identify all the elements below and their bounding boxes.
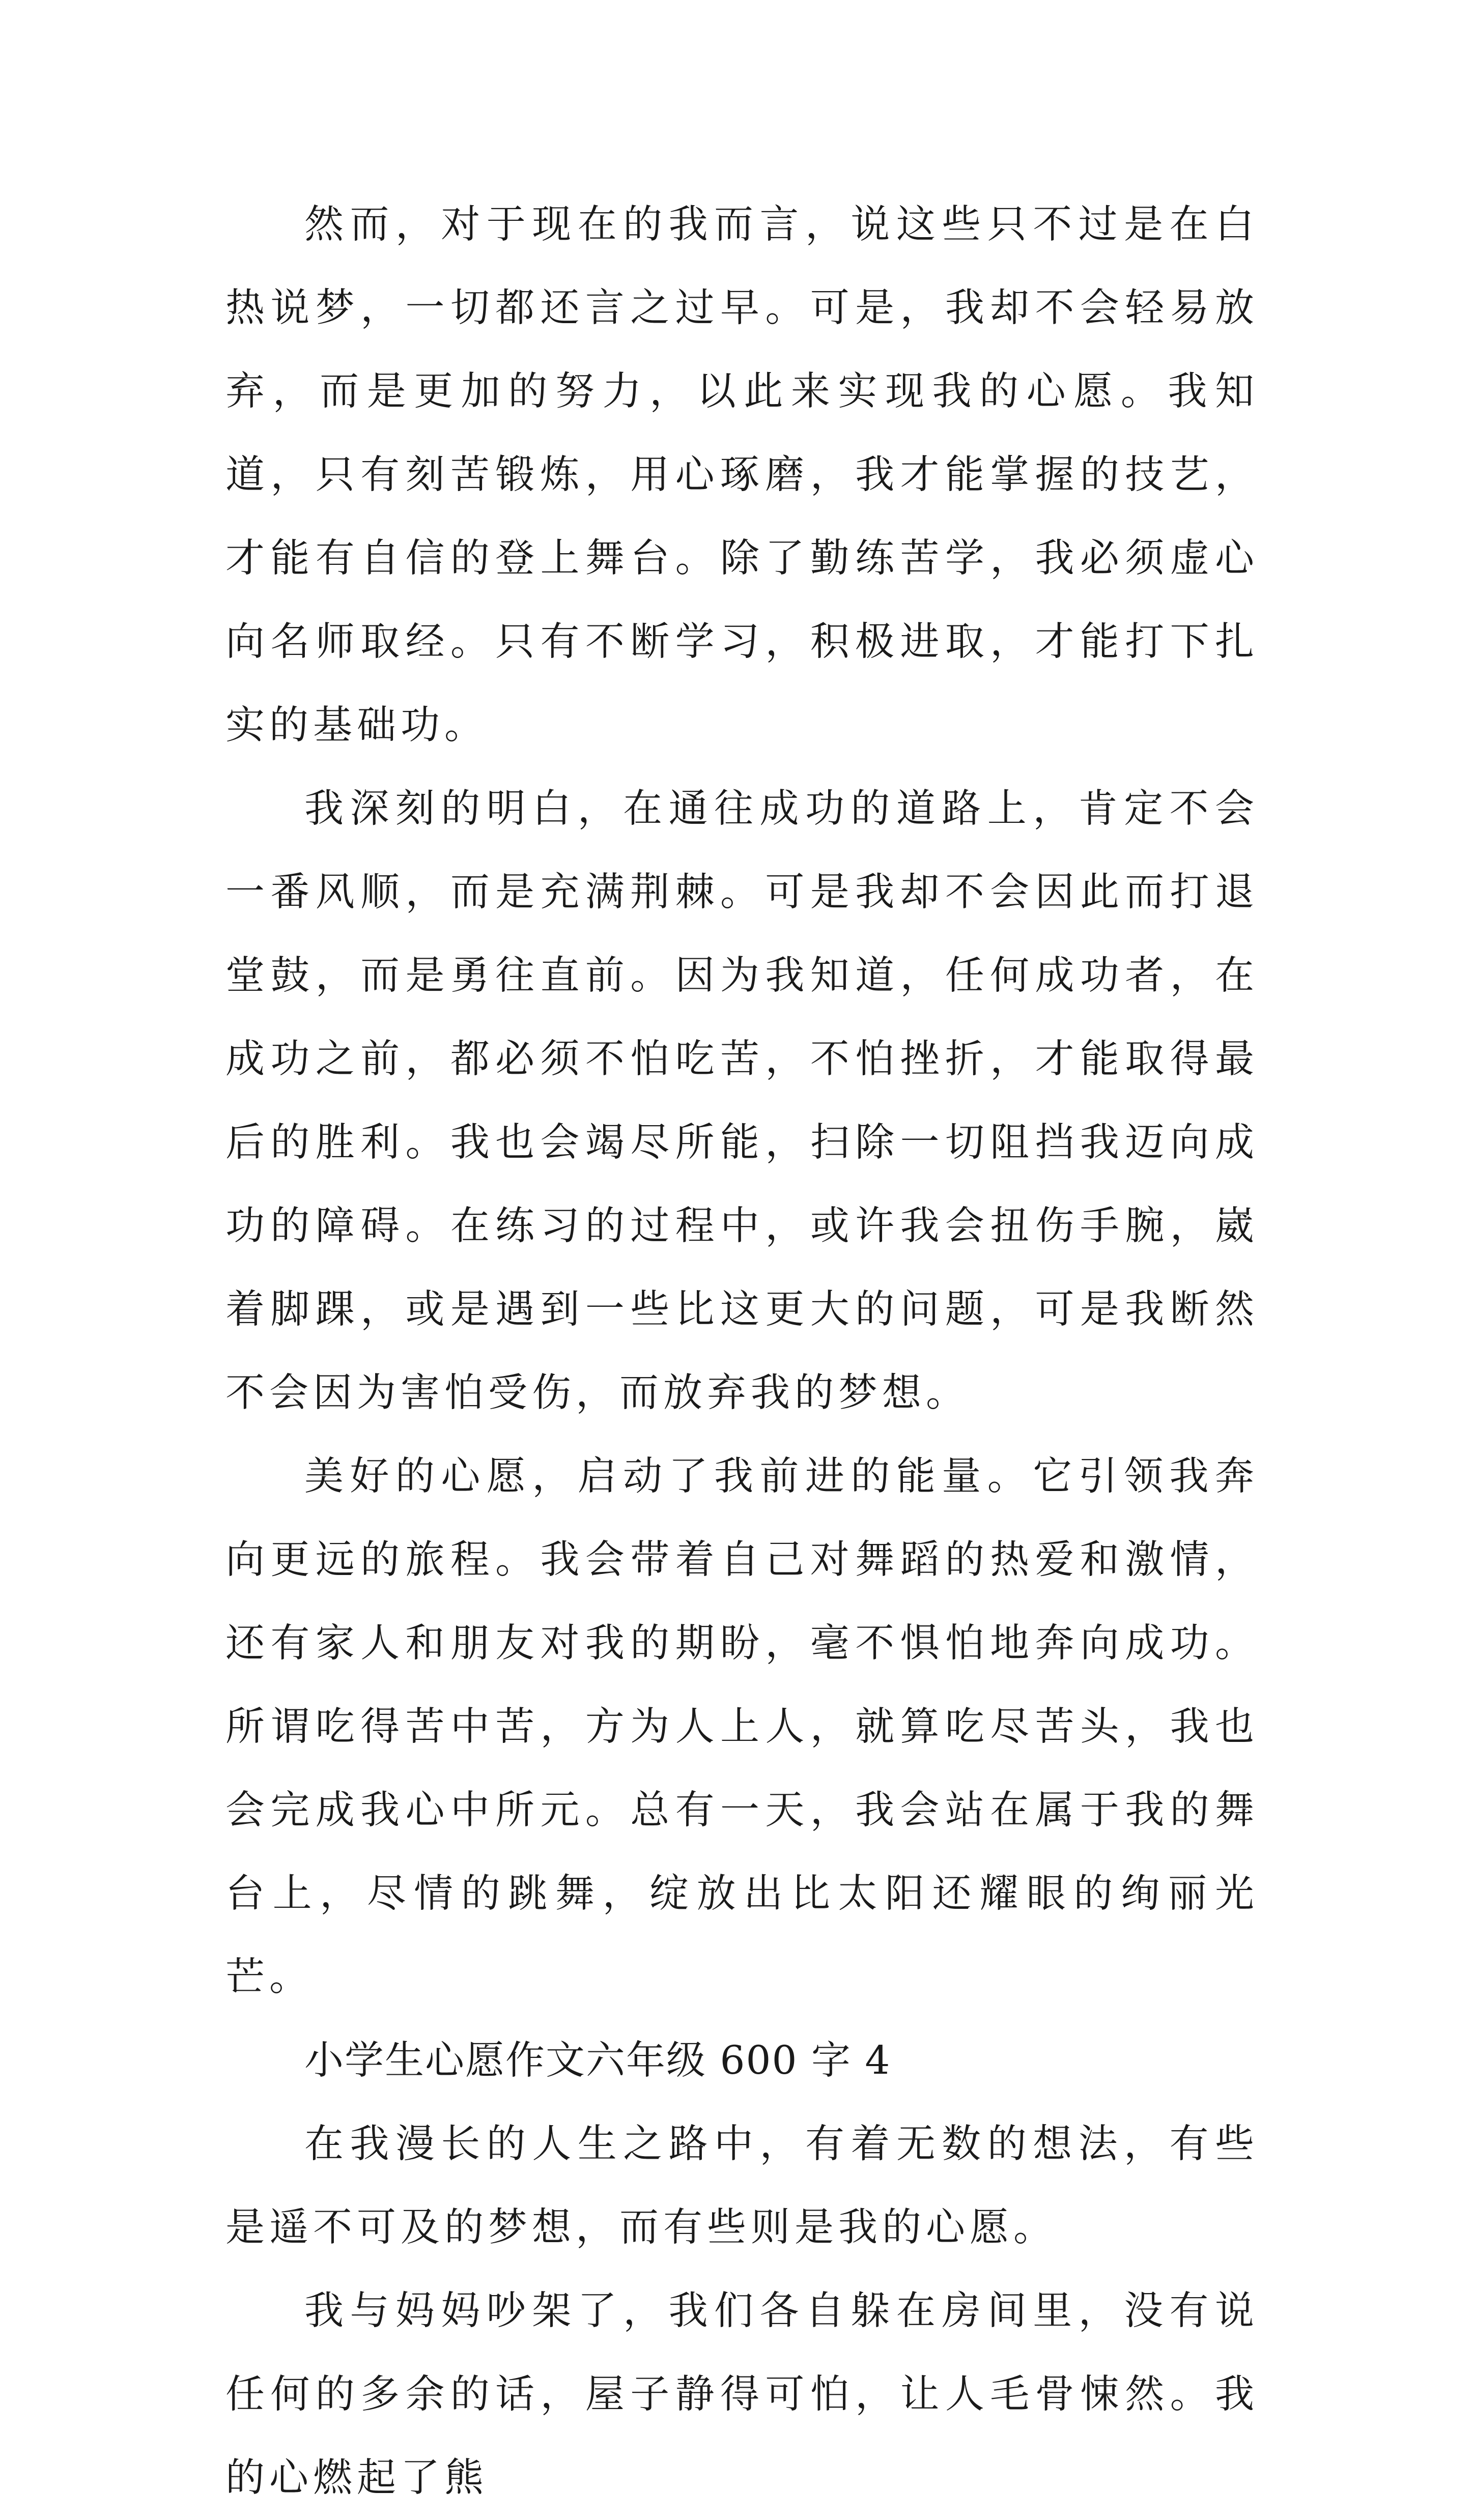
paragraph: 美好的心愿，启动了我前进的能量。它引领我奔向更远的旅程。我会带着自己对舞蹈的热爱和激情，还有家人和朋友对我的期盼，毫不惧怕地奔向成功。所谓吃得苦中苦，方为人上人，就算吃尽苦头，我也会完成我心中所元。总有一天，我会站在属于我的舞台上，尽情的跳舞，绽放出比太阳还耀眼的绚丽光芒。 [225,1454,1259,2000]
section-heading: 小学生心愿作文六年级 600 字 4 [304,2038,891,2083]
paragraph: 然而，对于现在的我而言，说这些只不过是在白热说梦，一切都还言之过早。可是，我却不会轻易放弃，而是更加的努力，以此来实现我的心愿。我知道，只有刻苦锻炼，用心琢磨，我才能掌握的技艺，才能有自信的登上舞台。除了勤练苦学，我必须虚心向名师取经。只有不断学习，积极进取，才能打下扎实的基础功。 [225,202,1259,748]
essay-body [225,183,1259,2520]
paragraph: 我深刻的明白，在通往成功的道路上，肯定不会一番风顺，而是充满荆棘。可是我却不会因此而打退堂鼓，而是勇往直前。因为我知道，任何成功者，在成功之前，都必须不怕吃苦，不怕挫折，才能取得最后的胜利。我也会竭尽所能，扫除一切阻挡我迈向成功的障碍。在练习的过程中，或许我会扭伤手腕，崴着脚踝，或是遇到一些比这更大的问题，可是我断然不会因为害怕受伤，而放弃我的梦想。 [225,786,1259,1416]
paragraph: 在我漫长的人生之路中，有着无数的想法，有些是遥不可及的梦想，而有些则是我的心愿。 [225,2122,1259,2250]
paragraph: 我与妈妈吵架了，我们各自躲在房间里，没有说任何的多余的话，屋子静得可怕，让人毛骨悚然。我的心燃起了熊 [225,2288,1259,2501]
